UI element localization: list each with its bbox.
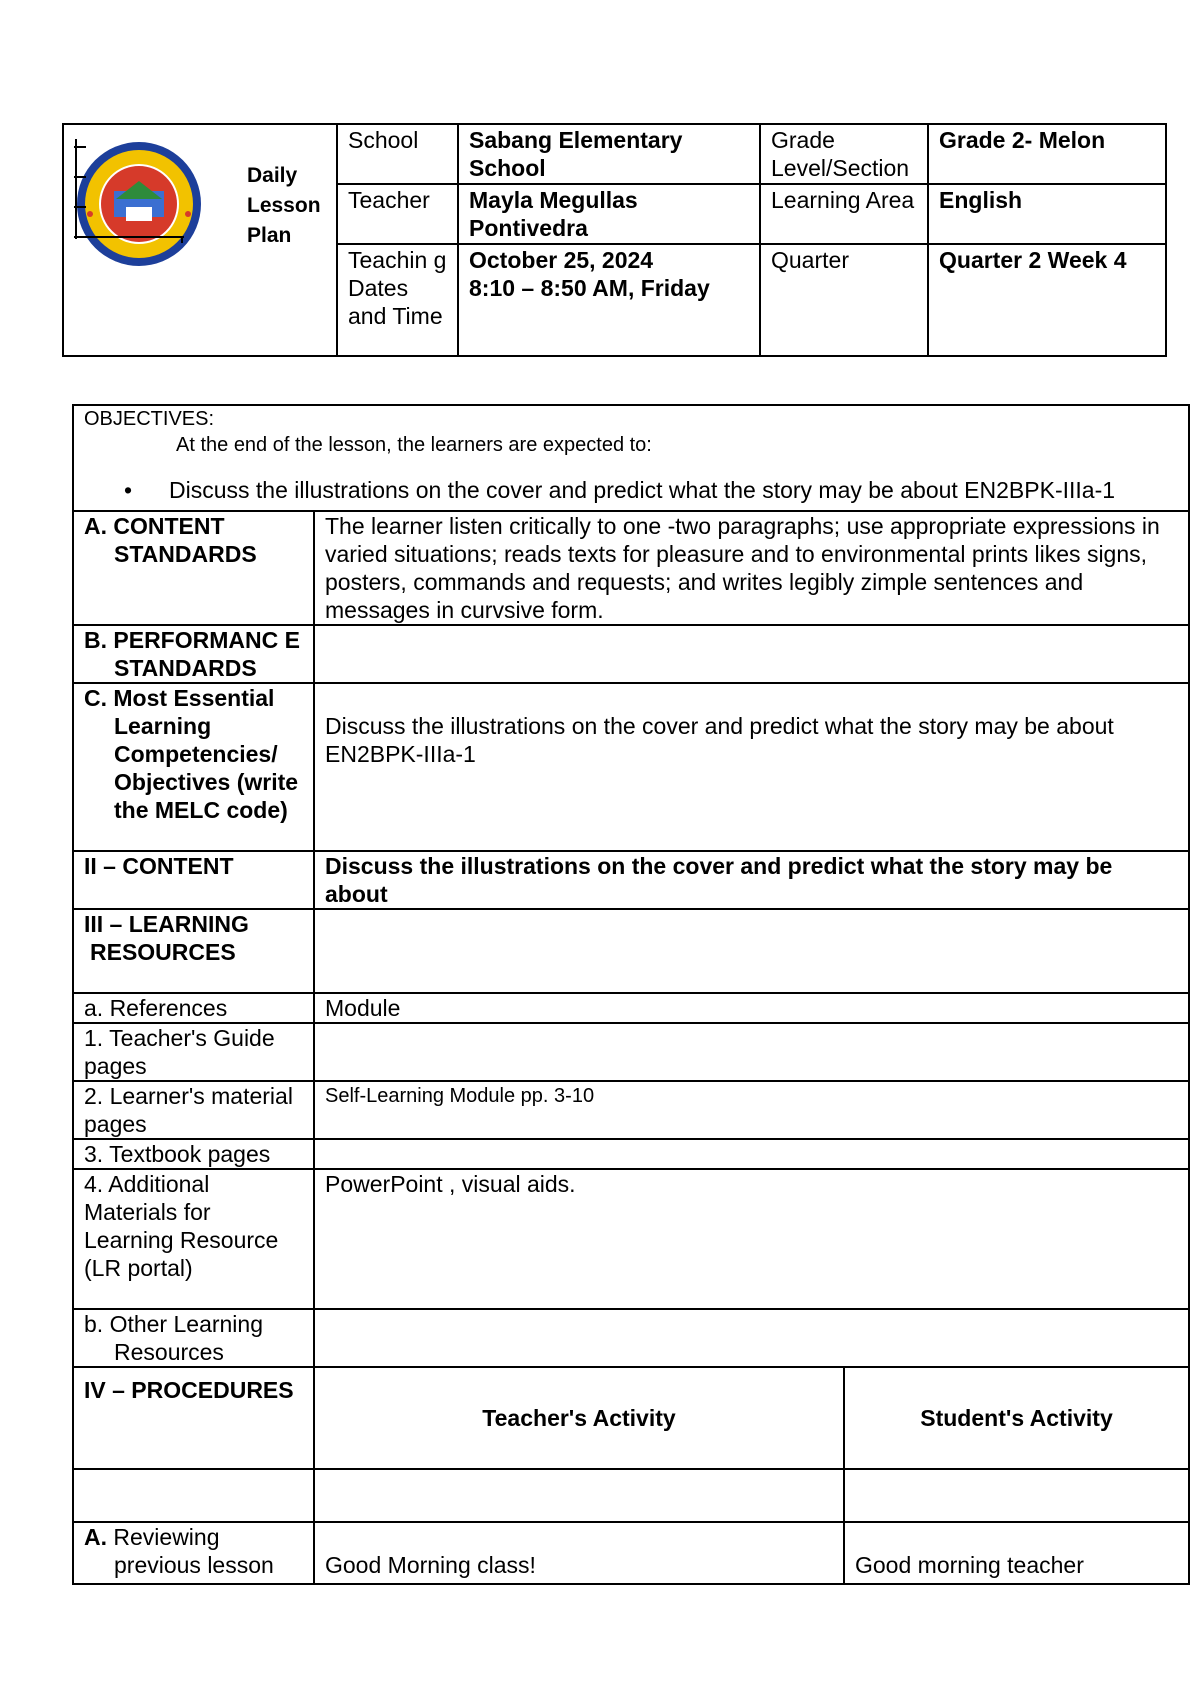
dlp-line-daily: Daily: [247, 164, 298, 187]
bracket-lines-icon: [74, 139, 186, 271]
other-resources-value: [314, 1309, 1189, 1367]
objective-item: [84, 476, 1178, 504]
performance-standards-label: B. PERFORMANC E STANDARDS: [73, 625, 314, 683]
time-line: 8:10 – 8:50 AM, Friday: [469, 275, 710, 301]
other-resources-label: b. Other Learning Resources: [73, 1309, 314, 1367]
objectives-title: OBJECTIVES:: [84, 408, 215, 430]
header-table: [62, 123, 1167, 357]
teacher-label: Teacher: [337, 184, 458, 244]
area-value: English: [928, 184, 1166, 244]
additional-materials-label: 4. Additional Materials for Learning Resource (LR portal): [73, 1169, 314, 1309]
reviewing-label: A. Reviewing previous lesson: [73, 1522, 314, 1584]
additional-materials-value: PowerPoint , visual aids.: [314, 1169, 1189, 1309]
dates-label: Teachin g Dates and Time: [337, 244, 458, 356]
school-label: School: [337, 124, 458, 184]
procedures-label: IV – PROCEDURES: [73, 1367, 314, 1469]
dlp-line-plan: Plan: [247, 224, 292, 247]
content-label: II – CONTENT: [73, 851, 314, 909]
dates-value: [458, 244, 760, 356]
performance-standards-value: [314, 625, 1189, 683]
lesson-table: [72, 404, 1190, 1585]
blank-teacher: [314, 1469, 844, 1522]
date-line: October 25, 2024: [469, 247, 654, 273]
objective-text: Discuss the illustrations on the cover and predict what the story may be about EN2BPK-IIIa-1: [169, 477, 1116, 503]
melc-value: Discuss the illustrations on the cover and predict what the story may be about EN2BPK-IIIa-1: [314, 683, 1189, 851]
melc-label: C. Most Essential Learning Competencies/ Objectives (write the MELC code): [73, 683, 314, 851]
teachers-guide-label: 1. Teacher's Guide pages: [73, 1023, 314, 1081]
bullet-icon: •: [124, 477, 133, 503]
learners-material-value: Self-Learning Module pp. 3-10: [314, 1081, 1189, 1139]
learning-resources-label: III – LEARNING RESOURCES: [73, 909, 314, 993]
textbook-label: 3. Textbook pages: [73, 1139, 314, 1169]
objectives-intro: At the end of the lesson, the learners are expected to:: [176, 434, 652, 456]
area-label: Learning Area: [760, 184, 928, 244]
teacher-activity-header: Teacher's Activity: [314, 1367, 844, 1469]
teacher-value: Mayla Megullas Pontivedra: [458, 184, 760, 244]
logo-cell: [63, 124, 337, 356]
quarter-label: Quarter: [760, 244, 928, 356]
school-value: Sabang Elementary School: [458, 124, 760, 184]
grade-label: Grade Level/Section: [760, 124, 928, 184]
textbook-value: [314, 1139, 1189, 1169]
references-label: a. References: [73, 993, 314, 1023]
reviewing-teacher: Good Morning class!: [314, 1522, 844, 1584]
dlp-line-lesson: Lesson: [247, 194, 321, 217]
dlp-title: [247, 161, 321, 251]
references-value: Module: [314, 993, 1189, 1023]
quarter-value: Quarter 2 Week 4: [928, 244, 1166, 356]
student-activity-header: Student's Activity: [844, 1367, 1189, 1469]
content-value: Discuss the illustrations on the cover and predict what the story may be about: [314, 851, 1189, 909]
teachers-guide-value: [314, 1023, 1189, 1081]
learning-resources-value: [314, 909, 1189, 993]
content-standards-value: The learner listen critically to one -two paragraphs; use appropriate expressions in varied situations; reads texts for pleasure and to environmental prints likes signs, posters, commands and requests; and writes legibly zimple sentences and messages in curvsive form.: [314, 511, 1189, 625]
objectives-cell: [73, 405, 1189, 511]
blank-student: [844, 1469, 1189, 1522]
reviewing-student: Good morning teacher: [844, 1522, 1189, 1584]
blank-label: [73, 1469, 314, 1522]
learners-material-label: 2. Learner's material pages: [73, 1081, 314, 1139]
grade-value: Grade 2- Melon: [928, 124, 1166, 184]
content-standards-label: A. CONTENT STANDARDS: [73, 511, 314, 625]
